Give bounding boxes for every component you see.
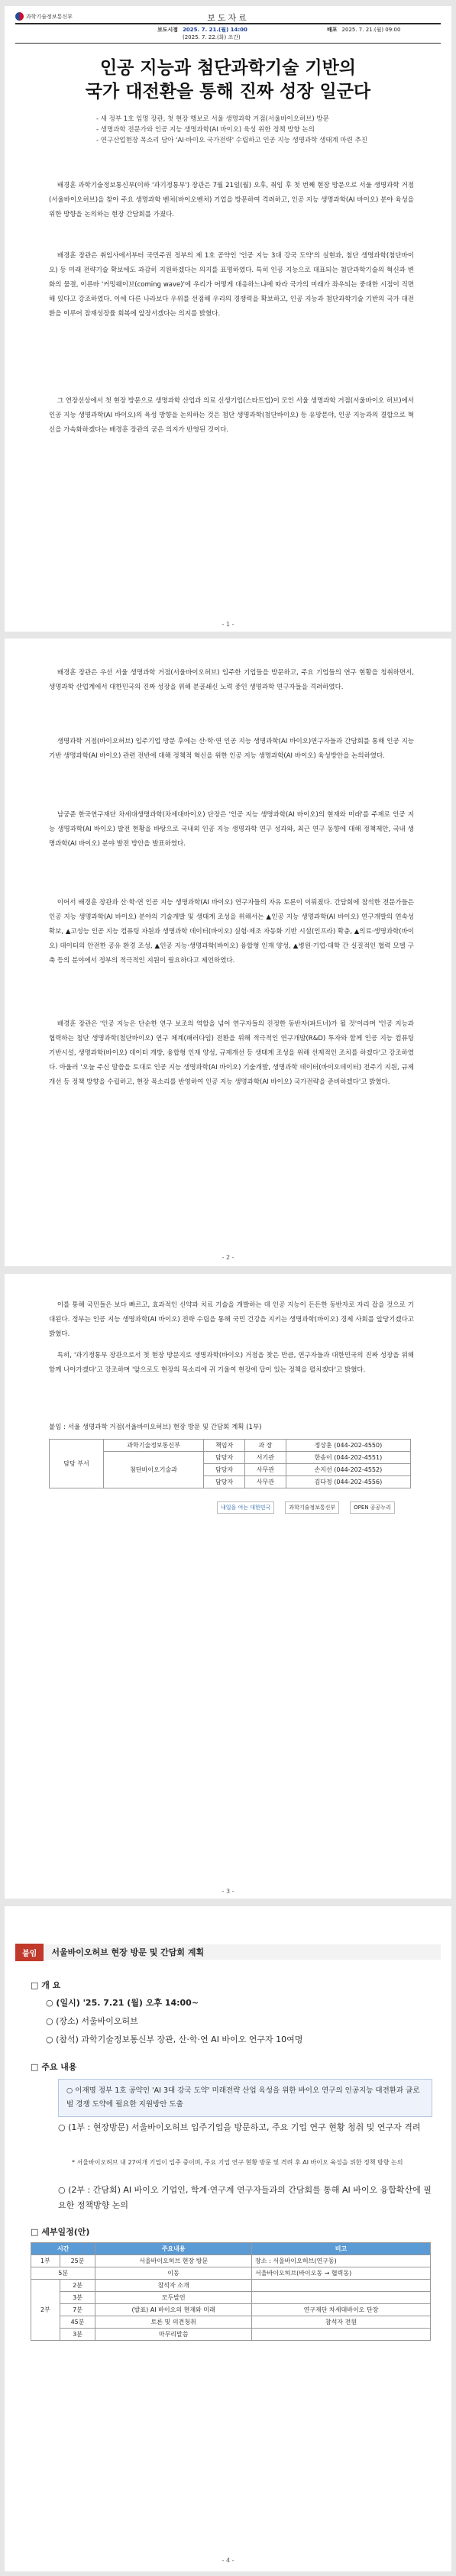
schedule-table: 시간 주요내용 비고 1부 25분 서울바이오허브 현장 방문 장소 : 서울바이오허브(연구동) 5분 이동 서울바이오허브(바이오동 → 협력동) 2부 2분 참석자 소개 3분 모두발언 7분 (발표) AI 바이오의 현재와 미래 연구재단 차세대바이오 단장 45분 토론 및 의견청취 참석자 전원 3분 마무리말씀 — [31, 2242, 431, 2341]
body-paragraph: 배경훈 장관은 '인공 지능은 단순한 연구 보조의 역할을 넘어 연구자들의 진정한 동반자(파트너)가 될 것'이라며 '인공 지능과 협력하는 첨단 생명과학(첨단바이오) 연구 체계(패러다임) 전환을 위해 적극적인 연구개발(R&D) 투자와 함께 인공 지능 컴퓨팅 기반시설, 생명과학(바이오) 데이터 개방, 융합형 인재 양성, 규제개선 등 생태계 조성을 위해 선제적인 조치를 하겠다'고 강조하였다. 아울러 '오늘 주신 말씀을 토대로 인공 지능 생명과학(AI 바이오) 기술개발, 생명과학 데이터(바이오데이터) 전주기 지원, 규제 개선 등 정책 방향을 수립하고, 현장 목소리를 반영하여 인공 지능 생명과학(AI 바이오) 국가전략을 준비하겠다'고 밝혔다. — [49, 1020, 414, 1086]
page-1 — [5, 6, 451, 632]
section-heading-schedule: □ 세부일정(안) — [31, 2227, 90, 2237]
body-paragraph: 이어서 배경훈 장관과 산·학·연 인공 지능 생명과학(AI 바이오) 연구자들의 자유 토론이 이뤄졌다. 간담회에 참석한 전문가들은 인공 지능 생명과학(AI 바이오) 분야의 기술개발 및 생태계 조성을 위해서는 ▲인공 지능 생명과학(AI 바이오) 연구개발의 연속성 확보, ▲고성능 인공 지능 컴퓨팅 자원과 생명과학 데이터(바이오) 실험·제조 자동화 기반 시설(인프라) 확충, ▲의료·생명과학(바이오) 데이터의 안전한 공유 환경 조성, ▲인공 지능·생명과학(바이오) 융합형 인재 양성, ▲병원·기업·대학 간 실질적인 협력 모델 구축 등의 분야에서 정부의 적극적인 지원이 필요하다고 제언하였다. — [49, 899, 414, 965]
divider — [15, 23, 441, 24]
headline: 인공 지능과 첨단과학기술 기반의 국가 대전환을 통해 진짜 성장 일군다 — [85, 58, 371, 102]
section-heading-overview: □ 개 요 — [31, 1980, 61, 1990]
content-note: * 서울바이오허브 내 27여개 기업이 입주 중이며, 주요 기업 연구 현황 방문 및 격려 후 AI 바이오 육성을 위한 정책 방향 논의 — [72, 2159, 403, 2166]
ministry-logo: 과학기술정보통신부 — [285, 1501, 339, 1514]
attachment-header: 붙임 서울바이오허브 현장 방문 및 간담회 계획 — [15, 1944, 441, 1960]
body-paragraph: 생명과학 거점(바이오허브) 입주기업 방문 후에는 산·학·연 인공 지능 생명과학(AI 바이오)연구자들과 간담회를 통해 인공 지능 기반 생명과학(AI 바이오) 관련 전반에 대해 정책적 혁신을 위한 인공 지능 생명과학(AI 바이오) 육성방안을 논의하였다. — [49, 738, 414, 760]
page-2 — [5, 638, 451, 1266]
overview-list: ○ (일시) '25. 7.21 (월) 오후 14:00~ ○ (장소) 서울바이오허브 ○ (참석) 과학기술정보통신부 장관, 산·학·연 AI 바이오 연구자 10여명 — [46, 1998, 303, 2044]
page-number: - 1 - — [222, 621, 234, 628]
page-4 — [5, 1906, 451, 2571]
press-release-title: 보도자료 — [207, 13, 249, 23]
release-info: 보도시점 2025. 7. 21.(월) 14:00 (2025. 7. 22.(화) 조간) 배포 2025. 7. 21.(월) 09:00 — [157, 27, 401, 40]
page-number: - 2 - — [222, 1254, 234, 1261]
body-paragraph: 이를 통해 국민들은 보다 빠르고, 효과적인 신약과 치료 기술을 개발하는 데 인공 지능이 든든한 동반자로 자리 잡을 것으로 기대된다. 정부는 인공 지능 생명과학(AI 바이오) 전략 수립을 통해 국민 건강을 지키는 생명과학(바이오) 경제 사회를 앞당기겠다고 밝혔다. — [49, 1301, 414, 1338]
body-paragraph: 특히, '과기정통부 장관으로서 첫 현장 방문지로 생명과학(바이오) 거점을 찾은 만큼, 연구자들과 대한민국의 진짜 성장을 위해 함께 나아가겠다'고 강조하며 '앞으로도 현장의 목소리에 귀 기울여 현장에 답이 있는 정책을 펼치겠다'고 밝혔다. — [49, 1352, 414, 1374]
page-number: - 4 - — [222, 2557, 234, 2564]
footer-logos — [217, 1501, 395, 1514]
attachment-note: 붙임 : 서울 생명과학 거점(서울바이오허브) 현장 방문 및 간담회 계획 (1부) — [49, 1424, 262, 1431]
body-paragraph: 그 연장선상에서 첫 현장 방문으로 생명과학 산업과 의료 신생기업(스타트업)이 모인 서울 생명과학 거점(서울바이오 허브)에서 인공 지능 생명과학(AI 바이오)의 육성 방향을 논의하는 것은 첨단 생명과학(첨단바이오) 등 유망분야, 인공 지능과의 결합으로 혁신을 가속화하겠다는 배경훈 장관의 굳은 의지가 반영된 것이다. — [49, 397, 414, 434]
content-item: ○ (2부 : 간담회) AI 바이오 기업인, 학계·연구계 연구자들과의 간담회를 통해 AI 바이오 융합확산에 필요한 정책방향 논의 — [58, 2185, 432, 2210]
ministry-logo: 과학기술정보통신부 — [15, 12, 73, 21]
slogan-logo: 내일을 여는 대한민국 — [217, 1501, 274, 1514]
body-paragraph: 남궁준 한국연구재단 차세대생명과학(차세대바이오) 단장은 '인공 지능 생명과학(AI 바이오)의 현재와 미래'를 주제로 인공 지능 생명과학(AI 바이오) 발전 현황을 바탕으로 국내외 인공 지능 생명과학 연구 성과와, 최근 연구 동향에 대해 정책제안, 국내 생명과학(AI 바이오) 분야 발전 방안을 발표하였다. — [49, 811, 414, 848]
content-summary-box: ○ 이재명 정부 1호 공약인 'AI 3대 강국 도약' 미래전략 산업 육성을 위한 바이오 연구의 인공지능 대전환과 글로벌 경쟁 도약에 필요한 지원방안 도출 — [58, 2079, 432, 2117]
subheading-bullets: - 새 정부 1호 임명 장관, 첫 현장 행보로 서울 생명과학 거점(서울바이오허브) 방문 - 생명과학 전문가와 인공 지능 생명과학(AI 바이오) 육성 위한 정책 방향 논의 - 연구산업현장 목소리 담아 'AI·바이오 국가전략' 수립하고 인공 지능 생명과학 생태계 마련 추진 — [96, 115, 367, 144]
body-paragraph: 배경훈 장관은 우선 서울 생명과학 거점(서울바이오허브) 입주한 기업들을 방문하고, 주요 기업들의 연구 현황을 청취하면서, 생명과학 산업계에서 대한민국의 진짜 성장을 위해 분골쇄신 노력 중인 생명과학 연구자들을 격려하였다. — [49, 669, 414, 691]
body-paragraph: 배경훈 장관은 취임사에서부터 국민주권 정부의 제 1호 공약인 '인공 지능 3대 강국 도약'의 실현과, 첨단 생명과학(첨단바이오) 등 미래 전략기술 확보에도 과감히 지원하겠다는 의지를 표명하였다. 특히 인공 지능으로 대표되는 첨단과학기술의 혁신과 변화의 물결, 이른바 '커밍웨이브(coming wave)'에 우리가 어떻게 대응하느냐에 따라 국가의 미래가 좌우되는 중대한 시점이 직면해 있다고 강조하였다. 이에 다른 나라보다 우위를 선점해 우리의 경쟁력을 확보하고, 인공 지능과 첨단과학기술 기반의 국가 대전환을 이루어 잠재성장률 회복에 앞장서겠다는 의지를 밝혔다. — [49, 252, 414, 318]
divider — [15, 43, 441, 44]
open-license-logo: OPEN 공공누리 — [350, 1501, 395, 1514]
content-item: ○ (1부 : 현장방문) 서울바이오허브 입주기업을 방문하고, 주요 기업 연구 현황 청취 및 연구자 격려 — [58, 2122, 421, 2132]
section-heading-content: □ 주요 내용 — [31, 2062, 77, 2072]
page-number: - 3 - — [222, 1888, 234, 1895]
page-3 — [5, 1274, 451, 1899]
body-paragraph: 배경훈 과학기술정보통신부(이하 '과기정통부') 장관은 7월 21일(월) 오후, 취임 후 첫 번째 현장 방문으로 서울 생명과학 거점(서울바이오허브)을 찾아 주요 생명과학 벤처(바이오벤처) 기업을 방문하여 격려하고, 인공 지능 생명과학(AI 바이오) 분야 육성을 위한 방향을 논의하는 현장 간담회를 가졌다. — [49, 182, 414, 218]
contact-table: 담당 부서 과학기술정보통신부 책임자 과 장 정상훈 (044-202-4550) 첨단바이오기술과 담당자 서기관 한송이 (044-202-4551) 담당자 사무관 손지선 (044-202-4552) 담당자 사무관 김다정 (044-202-4556) — [49, 1439, 411, 1488]
